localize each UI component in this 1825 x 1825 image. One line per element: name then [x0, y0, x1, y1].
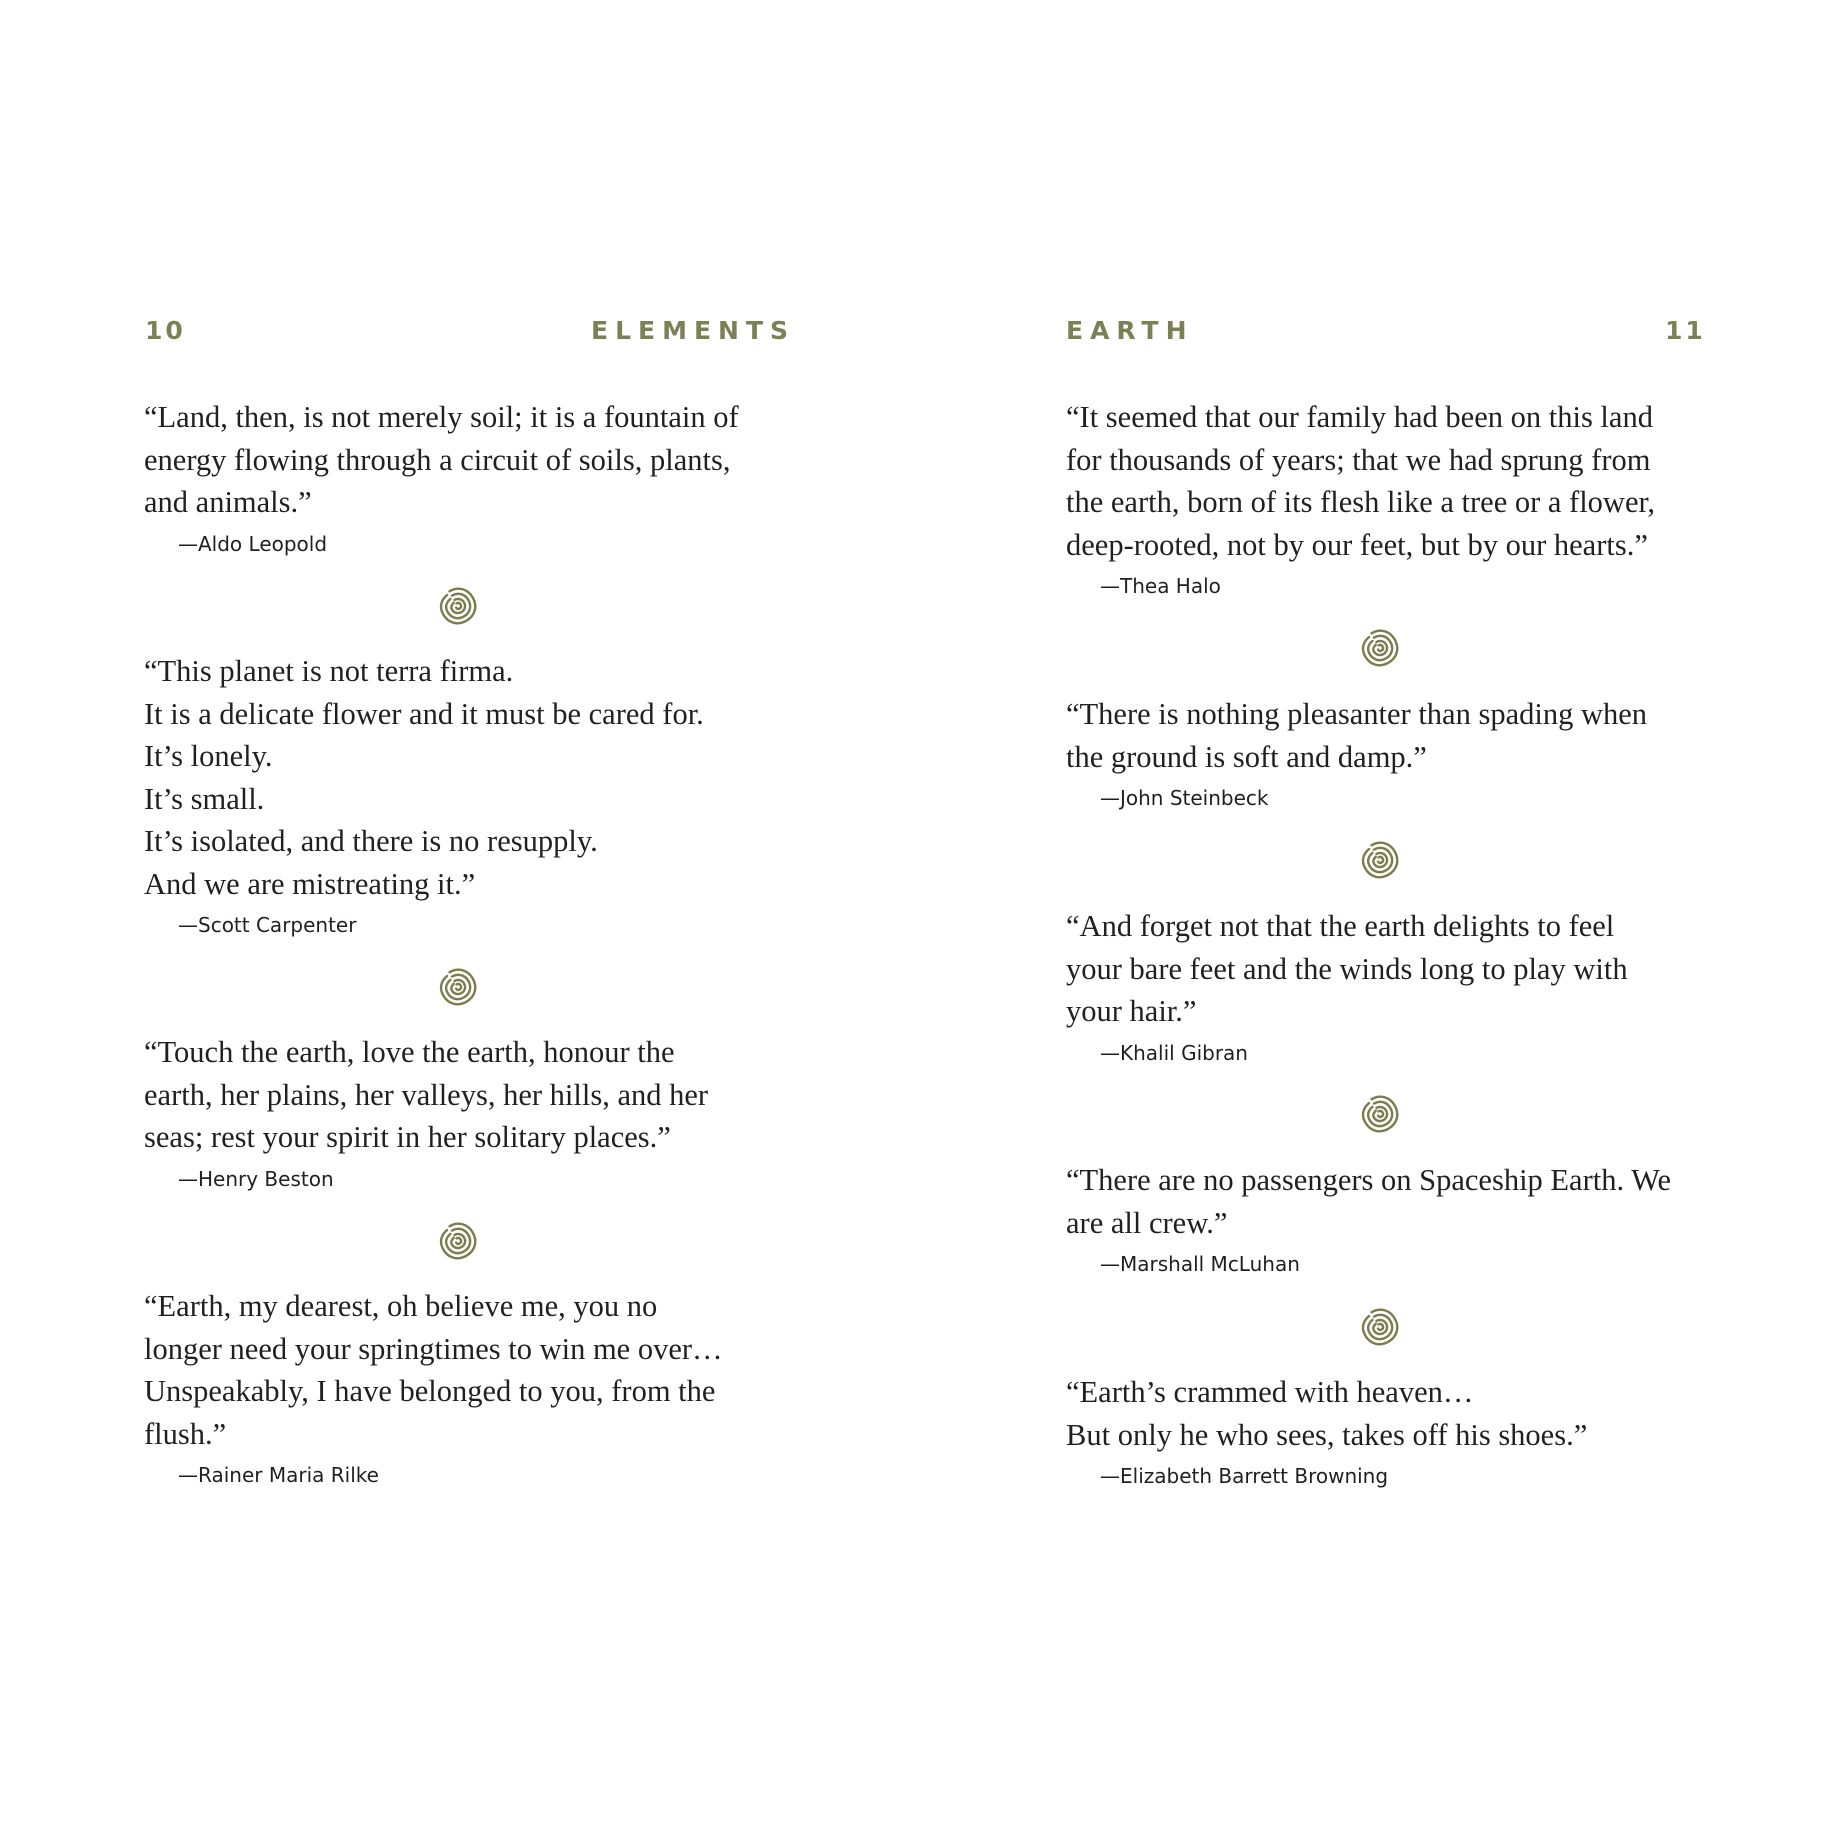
running-head: EARTH — [1066, 316, 1194, 345]
spiral-ornament-icon — [1359, 627, 1401, 669]
quote-block — [144, 1031, 794, 1191]
spiral-ornament-icon — [1359, 839, 1401, 881]
quote-block — [1066, 1371, 1716, 1488]
quote-author: —Thea Halo — [1100, 574, 1221, 598]
quote-text: “There is nothing pleasanter than spading when the ground is soft and damp.” — [1066, 697, 1648, 774]
quote-author: —Henry Beston — [178, 1166, 334, 1191]
quote-text: “Earth, my dearest, oh believe me, you no longer need your springtimes to win me over… Unspeakably, I have belonged to you, from the flush.” — [144, 1289, 723, 1451]
running-head: ELEMENTS — [591, 316, 796, 345]
quote-text: “It seemed that our family had been on this land for thousands of years; that we had sprung from the earth, born of its flesh like a tree or a flower, deep-rooted, not by our feet, but by our hearts.” — [1066, 400, 1656, 562]
quote-block — [144, 650, 794, 937]
spiral-ornament-icon — [437, 966, 479, 1008]
quote-block — [1066, 693, 1716, 810]
quote-text: “Earth’s crammed with heaven… But only he who sees, takes off his shoes.” — [1066, 1375, 1588, 1452]
quote-block — [144, 396, 794, 556]
quote-text: “There are no passengers on Spaceship Earth. We are all crew.” — [1066, 1163, 1672, 1240]
spiral-ornament-icon — [437, 1220, 479, 1262]
quote-author: —Khalil Gibran — [1100, 1040, 1248, 1065]
quote-author: —Aldo Leopold — [178, 531, 328, 556]
right-page — [912, 0, 1824, 1825]
quote-text: “Touch the earth, love the earth, honour the earth, her plains, her valleys, her hills, and her seas; rest your spirit in her solitary places.” — [144, 1035, 709, 1154]
spiral-ornament-icon — [1359, 1093, 1401, 1135]
quote-author: —John Steinbeck — [1100, 786, 1269, 810]
quote-author: —Marshall McLuhan — [1100, 1252, 1300, 1276]
left-page — [0, 0, 912, 1825]
quote-author: —Scott Carpenter — [178, 913, 357, 937]
quote-author: —Elizabeth Barrett Browning — [1100, 1464, 1389, 1488]
quote-block — [144, 1285, 794, 1487]
quote-text: “And forget not that the earth delights to feel your bare feet and the winds long to play with your hair.” — [1066, 909, 1628, 1028]
page-number: 11 — [1665, 316, 1706, 345]
quote-block — [1066, 1159, 1726, 1276]
spiral-ornament-icon — [1359, 1306, 1401, 1348]
quote-text: “Land, then, is not merely soil; it is a fountain of energy flowing through a circuit of soils, plants, and animals.” — [144, 400, 739, 519]
quote-block — [1066, 396, 1716, 598]
quote-block — [1066, 905, 1716, 1065]
page-number: 10 — [145, 316, 186, 345]
spiral-ornament-icon — [437, 585, 479, 627]
quote-text: “This planet is not terra firma. It is a delicate flower and it must be cared for. It’s lonely. It’s small. It’s isolated, and there is no resupply. And we are mistreating it.” — [144, 654, 704, 901]
quote-author: —Rainer Maria Rilke — [178, 1463, 379, 1487]
